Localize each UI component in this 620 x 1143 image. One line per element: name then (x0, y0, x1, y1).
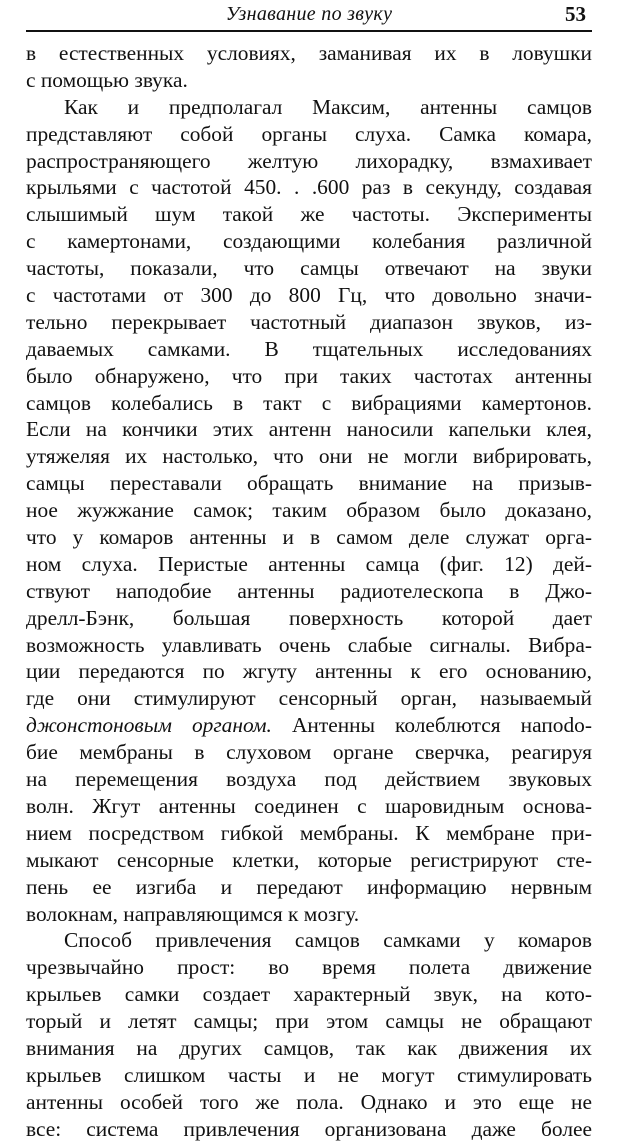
page-header (26, 0, 592, 32)
text-line: торый и летят самцы; при этом самцы не обращают (26, 1009, 592, 1034)
text-line: возможность улавливать очень слабые сигналы. Вибра- (26, 632, 592, 657)
text-line: крыльев самки создает характерный звук, на кото- (26, 982, 592, 1007)
running-title: Узнавание по звуку (225, 3, 393, 25)
text-line: с камертонами, создающими колебания различной (26, 229, 592, 254)
text-line: Если на кончики этих антенн наносили капельки клея, (26, 417, 592, 442)
text-line: чрезвычайно прост: во время полета движение (26, 955, 592, 980)
text-line: тельно перекрывает частотный диапазон звуков, из- (26, 309, 592, 334)
text-line: дрелл-Бэнк, большая поверхность которой дает (26, 605, 592, 630)
text-line: пень ее изгиба и передают информацию нервным (26, 874, 592, 899)
text-line: даваемых самками. В тщательных исследованиях (26, 336, 592, 361)
text-line: мыкают сенсорные клетки, которые регистрируют сте- (26, 847, 592, 872)
text-line: с частотами от 300 до 800 Гц, что довольно значи- (26, 283, 592, 308)
text-line: на перемещения воздуха под действием звуковых (26, 767, 592, 792)
text-line: что у комаров антенны и в самом деле служат орга- (26, 525, 592, 550)
text-line: с помощью звука. (26, 67, 188, 92)
body-text (26, 40, 592, 1143)
text-line: ном слуха. Перистые антенны самца (фиг. 12) дей- (26, 551, 592, 576)
text-line: утяжеляя их настолько, что они не могли вибрировать, (26, 444, 592, 469)
text-line: частоты, показали, что самцы отвечают на звуки (26, 256, 592, 281)
text-line: крыльев слишком часты и не могут стимулировать (26, 1062, 592, 1087)
text-line-rest: Антенны колеблются напodo- (271, 713, 592, 738)
text-line: где они стимулируют сенсорный орган, называемый (26, 686, 592, 711)
text-line: антенны особей того же пола. Однако и это еще не (26, 1089, 592, 1114)
text-line: все: система привлечения организована даже более (26, 1116, 592, 1141)
text-line: распространяющего желтую лихорадку, взмахивает (26, 148, 592, 173)
page-number: 53 (565, 2, 586, 26)
text-line: слышимый шум такой же частоты. Эксперименты (26, 202, 592, 227)
text-line: ное жужжание самок; таким образом было доказано, (26, 498, 592, 523)
text-line-mixed (26, 712, 592, 739)
text-line: нием посредством гибкой мембраны. К мембране при- (26, 820, 592, 845)
text-line: крыльями с частотой 450. . .600 раз в секунду, создавая (26, 175, 592, 200)
text-line: ции передаются по жгуту антенны к его основанию, (26, 659, 592, 684)
text-line: волн. Жгут антенны соединен с шаровидным основа- (26, 793, 592, 818)
text-line: Способ привлечения самцов самками у комаров (64, 928, 592, 953)
text-line: было обнаружено, что при таких частотах антенны (26, 363, 592, 388)
text-line: волокнам, направляющимся к мозгу. (26, 901, 360, 926)
text-line: ствуют наподобие антенны радиотелескопа в Джо- (26, 578, 592, 603)
text-line: внимания на других самцов, так как движения их (26, 1035, 592, 1060)
text-line: самцов колебались в такт с вибрациями камертонов. (26, 390, 592, 415)
text-line: самцы переставали обращать внимание на призыв- (26, 471, 592, 496)
text-line: бие мембраны в слуховом органе сверчка, реагируя (26, 740, 592, 765)
italic-term: джонстоновым органом. (26, 713, 272, 738)
text-line: Как и предполагал Максим, антенны самцов (64, 94, 592, 119)
text-line: представляют собой органы слуха. Самка комара, (26, 121, 592, 146)
text-line: в естественных условиях, заманивая их в ловушки (26, 41, 592, 65)
